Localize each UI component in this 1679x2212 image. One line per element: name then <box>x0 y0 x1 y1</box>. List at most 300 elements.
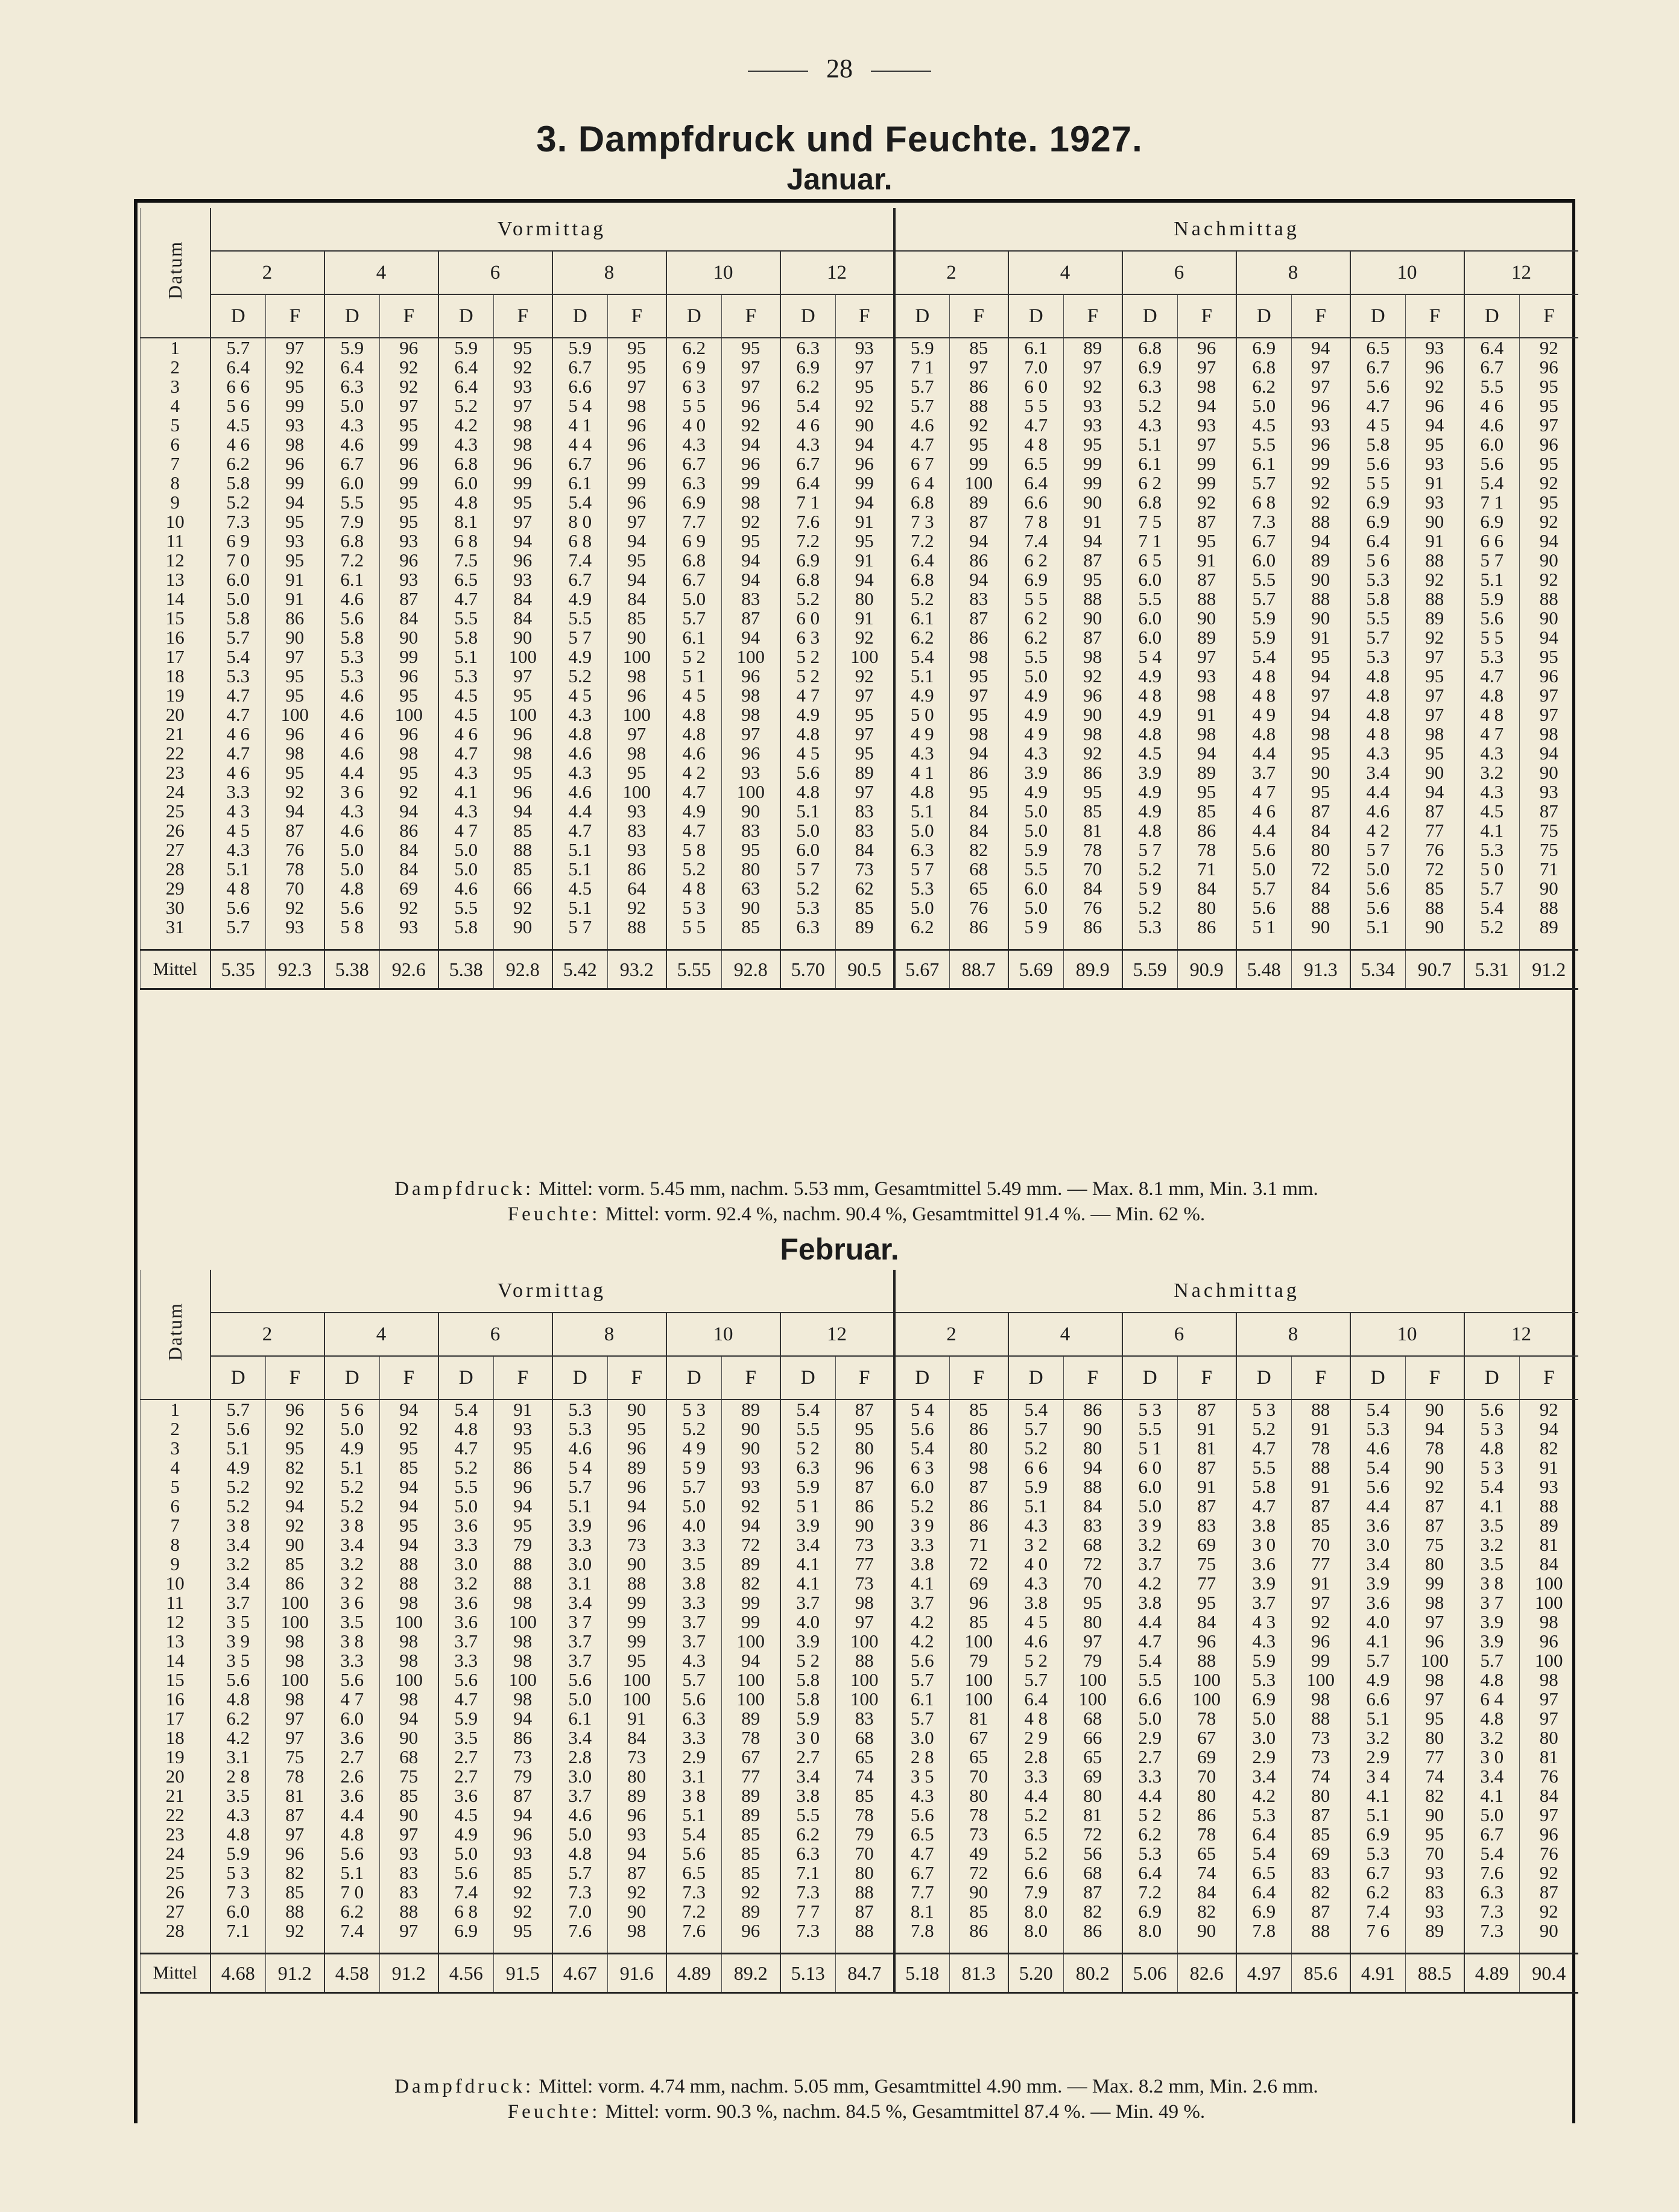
value-cell: 7 7 <box>780 1902 836 1921</box>
value-cell: 5.4 <box>666 1825 722 1844</box>
value-cell: 98 <box>608 744 666 763</box>
value-cell: 99 <box>1292 1651 1350 1670</box>
mittel-value: 85.6 <box>1292 1954 1350 1993</box>
value-cell: 93 <box>1406 1863 1464 1883</box>
value-cell: 5.1 <box>1350 1709 1406 1728</box>
day-cell: 25 <box>141 802 210 821</box>
value-cell: 98 <box>266 1651 324 1670</box>
value-cell: 4 5 <box>780 744 836 763</box>
value-cell: 6.2 <box>1122 1825 1178 1844</box>
value-cell: 3.8 <box>894 1554 950 1574</box>
value-cell: 4 8 <box>1122 686 1178 705</box>
value-cell: 7.4 <box>1350 1902 1406 1921</box>
value-cell: 89 <box>722 1805 780 1825</box>
value-cell: 91 <box>1292 628 1350 647</box>
table-row <box>141 724 1578 744</box>
feuchte-col-header: F <box>722 1356 780 1399</box>
value-cell: 5.1 <box>1464 570 1520 589</box>
value-cell: 80 <box>950 1439 1008 1458</box>
value-cell: 67 <box>1178 1728 1236 1748</box>
value-cell: 7 5 <box>1122 512 1178 531</box>
value-cell: 4.0 <box>780 1612 836 1632</box>
value-cell: 87 <box>1406 1497 1464 1516</box>
day-cell: 11 <box>141 531 210 551</box>
value-cell: 3.8 <box>1008 1593 1064 1612</box>
value-cell: 100 <box>608 647 666 667</box>
value-cell: 94 <box>494 802 552 821</box>
value-cell: 90 <box>1520 551 1578 570</box>
value-cell: 84 <box>950 821 1008 840</box>
value-cell: 5.7 <box>1236 879 1292 898</box>
value-cell: 97 <box>494 396 552 416</box>
value-cell: 3.0 <box>552 1554 608 1574</box>
value-cell: 90 <box>1292 763 1350 782</box>
table-row <box>141 1805 1578 1825</box>
value-cell: 6.9 <box>1008 570 1064 589</box>
day-cell: 21 <box>141 1786 210 1805</box>
value-cell: 5.3 <box>1464 647 1520 667</box>
value-cell: 5.3 <box>1236 1670 1292 1690</box>
value-cell: 94 <box>608 1844 666 1863</box>
value-cell: 92 <box>266 1419 324 1439</box>
table-row <box>141 821 1578 840</box>
value-cell: 6.2 <box>1350 1883 1406 1902</box>
value-cell: 6.9 <box>1122 358 1178 377</box>
value-cell: 6 4 <box>894 474 950 493</box>
value-cell: 7.8 <box>1236 1921 1292 1941</box>
value-cell: 4.8 <box>324 879 380 898</box>
table-row <box>141 338 1578 358</box>
value-cell: 4 2 <box>666 763 722 782</box>
value-cell: 6.0 <box>210 570 266 589</box>
value-cell: 99 <box>608 1612 666 1632</box>
value-cell: 7 6 <box>1350 1921 1406 1941</box>
value-cell: 81 <box>1520 1748 1578 1767</box>
value-cell: 86 <box>950 1516 1008 1535</box>
value-cell: 90 <box>266 628 324 647</box>
value-cell: 4.7 <box>210 686 266 705</box>
day-cell: 25 <box>141 1863 210 1883</box>
value-cell: 100 <box>722 1632 780 1651</box>
value-cell: 82 <box>1292 1883 1350 1902</box>
value-cell: 6 7 <box>894 454 950 474</box>
value-cell: 5 0 <box>894 705 950 724</box>
feuchte-col-header: F <box>836 294 894 338</box>
value-cell: 5.0 <box>438 860 494 879</box>
value-cell: 86 <box>380 821 438 840</box>
value-cell: 6.0 <box>1122 609 1178 628</box>
value-cell: 5.2 <box>666 1419 722 1439</box>
value-cell: 64 <box>608 879 666 898</box>
dampfdruck-col-header: D <box>438 1356 494 1399</box>
value-cell: 6 6 <box>1464 531 1520 551</box>
value-cell: 5.0 <box>324 840 380 860</box>
value-cell: 89 <box>836 763 894 782</box>
value-cell: 90 <box>608 1902 666 1921</box>
value-cell: 5.9 <box>1008 1477 1064 1497</box>
mittel-value: 4.58 <box>324 1954 380 1993</box>
value-cell: 67 <box>722 1748 780 1767</box>
value-cell: 5.1 <box>666 1805 722 1825</box>
value-cell: 65 <box>950 879 1008 898</box>
feuchte-col-header: F <box>722 294 780 338</box>
value-cell: 65 <box>836 1748 894 1767</box>
value-cell: 90 <box>608 628 666 647</box>
value-cell: 94 <box>380 1477 438 1497</box>
value-cell: 5.0 <box>894 898 950 917</box>
value-cell: 3.7 <box>1236 1593 1292 1612</box>
value-cell: 85 <box>1064 802 1122 821</box>
value-cell: 82 <box>266 1458 324 1477</box>
value-cell: 89 <box>1292 551 1350 570</box>
value-cell: 85 <box>266 1554 324 1574</box>
value-cell: 5.3 <box>552 1419 608 1439</box>
value-cell: 100 <box>1520 1574 1578 1593</box>
value-cell: 88 <box>1520 589 1578 609</box>
day-cell: 5 <box>141 416 210 435</box>
day-cell: 24 <box>141 1844 210 1863</box>
value-cell: 91 <box>1178 551 1236 570</box>
value-cell: 5 7 <box>552 917 608 937</box>
value-cell: 94 <box>1178 396 1236 416</box>
value-cell: 3.0 <box>1350 1535 1406 1554</box>
value-cell: 94 <box>1064 1458 1122 1477</box>
value-cell: 97 <box>1520 705 1578 724</box>
value-cell: 95 <box>380 512 438 531</box>
value-cell: 6.9 <box>666 493 722 512</box>
value-cell: 5.2 <box>324 1497 380 1516</box>
value-cell: 4.6 <box>552 1439 608 1458</box>
value-cell: 90 <box>380 1805 438 1825</box>
value-cell: 71 <box>1520 860 1578 879</box>
value-cell: 7.0 <box>1008 358 1064 377</box>
value-cell: 3 4 <box>1350 1767 1406 1786</box>
value-cell: 2.9 <box>666 1748 722 1767</box>
value-cell: 98 <box>722 686 780 705</box>
value-cell: 3.0 <box>894 1728 950 1748</box>
value-cell: 94 <box>950 744 1008 763</box>
value-cell: 100 <box>836 1670 894 1690</box>
table-row <box>141 1554 1578 1574</box>
value-cell: 92 <box>722 1883 780 1902</box>
table-row <box>141 1709 1578 1728</box>
feuchte-col-header: F <box>1406 294 1464 338</box>
value-cell: 88 <box>1406 898 1464 917</box>
value-cell: 5.9 <box>438 1709 494 1728</box>
value-cell: 5.3 <box>1350 647 1406 667</box>
value-cell: 2 9 <box>1008 1728 1064 1748</box>
hour-header: 8 <box>552 1313 666 1356</box>
value-cell: 73 <box>836 860 894 879</box>
value-cell: 4.3 <box>210 1805 266 1825</box>
value-cell: 98 <box>950 1458 1008 1477</box>
value-cell: 79 <box>1064 1651 1122 1670</box>
value-cell: 93 <box>266 531 324 551</box>
value-cell: 86 <box>266 1574 324 1593</box>
value-cell: 3.0 <box>552 1767 608 1786</box>
value-cell: 6.4 <box>1122 1863 1178 1883</box>
mittel-value: 5.06 <box>1122 1954 1178 1993</box>
value-cell: 3.4 <box>1350 763 1406 782</box>
hour-header: 8 <box>1236 251 1350 294</box>
value-cell: 73 <box>494 1748 552 1767</box>
value-cell: 94 <box>722 570 780 589</box>
value-cell: 98 <box>722 493 780 512</box>
value-cell: 87 <box>266 821 324 840</box>
value-cell: 87 <box>1178 1458 1236 1477</box>
value-cell: 95 <box>266 551 324 570</box>
value-cell: 93 <box>1292 416 1350 435</box>
value-cell: 70 <box>1292 1535 1350 1554</box>
value-cell: 92 <box>266 782 324 802</box>
value-cell: 96 <box>380 724 438 744</box>
value-cell: 92 <box>1406 1477 1464 1497</box>
hour-header: 2 <box>894 1313 1008 1356</box>
value-cell: 84 <box>494 589 552 609</box>
table-row <box>141 647 1578 667</box>
dampfdruck-col-header: D <box>1236 294 1292 338</box>
value-cell: 6.8 <box>1122 493 1178 512</box>
value-cell: 8.1 <box>438 512 494 531</box>
value-cell: 95 <box>608 763 666 782</box>
value-cell: 7.6 <box>666 1921 722 1941</box>
value-cell: 3.6 <box>438 1612 494 1632</box>
value-cell: 4.0 <box>666 1516 722 1535</box>
value-cell: 5.7 <box>210 338 266 358</box>
value-cell: 4.6 <box>666 744 722 763</box>
value-cell: 85 <box>836 898 894 917</box>
value-cell: 5.4 <box>1464 1844 1520 1863</box>
value-cell: 96 <box>494 782 552 802</box>
page-number: 28 <box>0 53 1679 84</box>
value-cell: 5.6 <box>666 1844 722 1863</box>
value-cell: 3.7 <box>210 1593 266 1612</box>
value-cell: 100 <box>836 1690 894 1709</box>
value-cell: 95 <box>494 763 552 782</box>
value-cell: 49 <box>950 1844 1008 1863</box>
value-cell: 5.4 <box>894 647 950 667</box>
value-cell: 2.7 <box>438 1767 494 1786</box>
value-cell: 77 <box>1406 1748 1464 1767</box>
value-cell: 90 <box>1520 609 1578 628</box>
value-cell: 5 7 <box>1122 840 1178 860</box>
value-cell: 6.9 <box>1350 493 1406 512</box>
value-cell: 93 <box>494 570 552 589</box>
value-cell: 4.1 <box>894 1574 950 1593</box>
value-cell: 85 <box>1178 802 1236 821</box>
value-cell: 5 4 <box>894 1399 950 1419</box>
value-cell: 92 <box>266 358 324 377</box>
value-cell: 100 <box>266 1593 324 1612</box>
value-cell: 5 2 <box>780 647 836 667</box>
value-cell: 95 <box>266 667 324 686</box>
value-cell: 5.7 <box>666 1477 722 1497</box>
value-cell: 5.1 <box>324 1458 380 1477</box>
value-cell: 4.9 <box>324 1439 380 1458</box>
value-cell: 4.7 <box>1464 667 1520 686</box>
value-cell: 3.4 <box>780 1767 836 1786</box>
value-cell: 7.9 <box>324 512 380 531</box>
value-cell: 93 <box>608 802 666 821</box>
value-cell: 4.3 <box>666 1651 722 1670</box>
value-cell: 80 <box>1064 1612 1122 1632</box>
value-cell: 92 <box>608 898 666 917</box>
value-cell: 80 <box>1064 1439 1122 1458</box>
value-cell: 3.2 <box>1122 1535 1178 1554</box>
value-cell: 5.1 <box>894 802 950 821</box>
value-cell: 4.8 <box>1464 1670 1520 1690</box>
value-cell: 83 <box>722 821 780 840</box>
feuchte-col-header: F <box>1406 1356 1464 1399</box>
value-cell: 90 <box>494 628 552 647</box>
value-cell: 6 6 <box>1008 1458 1064 1477</box>
value-cell: 92 <box>1520 474 1578 493</box>
value-cell: 93 <box>1520 782 1578 802</box>
value-cell: 3.7 <box>666 1632 722 1651</box>
value-cell: 5.1 <box>1008 1497 1064 1516</box>
value-cell: 3.2 <box>1464 1728 1520 1748</box>
day-cell: 26 <box>141 1883 210 1902</box>
value-cell: 5 4 <box>552 1458 608 1477</box>
value-cell: 5.6 <box>666 1690 722 1709</box>
value-cell: 4.3 <box>1236 1632 1292 1651</box>
value-cell: 3.3 <box>210 782 266 802</box>
value-cell: 95 <box>836 1419 894 1439</box>
value-cell: 100 <box>722 647 780 667</box>
value-cell: 86 <box>1064 1399 1122 1419</box>
value-cell: 82 <box>1520 1439 1578 1458</box>
value-cell: 93 <box>380 570 438 589</box>
value-cell: 95 <box>836 705 894 724</box>
value-cell: 95 <box>1406 1825 1464 1844</box>
value-cell: 94 <box>722 551 780 570</box>
value-cell: 93 <box>1178 416 1236 435</box>
value-cell: 5.3 <box>324 667 380 686</box>
value-cell: 68 <box>1064 1863 1122 1883</box>
value-cell: 85 <box>494 860 552 879</box>
value-cell: 97 <box>1292 358 1350 377</box>
value-cell: 5.6 <box>1236 840 1292 860</box>
value-cell: 78 <box>1292 1439 1350 1458</box>
value-cell: 4 7 <box>1464 724 1520 744</box>
value-cell: 5.6 <box>894 1805 950 1825</box>
value-cell: 89 <box>1520 1516 1578 1535</box>
value-cell: 87 <box>1178 570 1236 589</box>
value-cell: 74 <box>1178 1863 1236 1883</box>
value-cell: 98 <box>380 1593 438 1612</box>
value-cell: 4.5 <box>1464 802 1520 821</box>
value-cell: 100 <box>1520 1593 1578 1612</box>
value-cell: 5.4 <box>1008 1399 1064 1419</box>
value-cell: 100 <box>494 1670 552 1690</box>
value-cell: 6.5 <box>1236 1863 1292 1883</box>
value-cell: 3.6 <box>1350 1516 1406 1535</box>
value-cell: 5.2 <box>324 1477 380 1497</box>
day-cell: 9 <box>141 493 210 512</box>
value-cell: 5.9 <box>894 338 950 358</box>
value-cell: 84 <box>380 840 438 860</box>
value-cell: 5.2 <box>552 667 608 686</box>
value-cell: 5 4 <box>1122 647 1178 667</box>
value-cell: 84 <box>380 860 438 879</box>
mittel-value: 4.56 <box>438 1954 494 1993</box>
value-cell: 4.6 <box>552 744 608 763</box>
value-cell: 96 <box>266 724 324 744</box>
table-row <box>141 1921 1578 1941</box>
value-cell: 4.8 <box>1350 705 1406 724</box>
mittel-value: 5.38 <box>324 950 380 989</box>
value-cell: 95 <box>722 840 780 860</box>
value-cell: 94 <box>608 531 666 551</box>
value-cell: 99 <box>266 474 324 493</box>
value-cell: 95 <box>1520 647 1578 667</box>
value-cell: 3.7 <box>1236 763 1292 782</box>
value-cell: 4.8 <box>666 724 722 744</box>
value-cell: 7.3 <box>1236 512 1292 531</box>
value-cell: 85 <box>722 1863 780 1883</box>
value-cell: 4.7 <box>1008 416 1064 435</box>
value-cell: 6.2 <box>780 377 836 396</box>
value-cell: 98 <box>266 435 324 454</box>
value-cell: 77 <box>1292 1554 1350 1574</box>
dampfdruck-col-header: D <box>1122 294 1178 338</box>
value-cell: 6.3 <box>666 474 722 493</box>
dampfdruck-col-header: D <box>210 294 266 338</box>
value-cell: 93 <box>494 377 552 396</box>
value-cell: 5 6 <box>210 396 266 416</box>
value-cell: 97 <box>494 667 552 686</box>
value-cell: 63 <box>722 879 780 898</box>
value-cell: 6.6 <box>552 377 608 396</box>
value-cell: 4 9 <box>666 1439 722 1458</box>
value-cell: 6.5 <box>1008 454 1064 474</box>
value-cell: 73 <box>608 1535 666 1554</box>
value-cell: 3.7 <box>552 1786 608 1805</box>
value-cell: 99 <box>1064 454 1122 474</box>
value-cell: 80 <box>608 1767 666 1786</box>
value-cell: 3 6 <box>324 1593 380 1612</box>
februar-table <box>140 1270 1578 1994</box>
value-cell: 94 <box>1292 667 1350 686</box>
vormittag-header: Vormittag <box>210 208 894 251</box>
value-cell: 5 1 <box>780 1497 836 1516</box>
value-cell: 89 <box>836 917 894 937</box>
value-cell: 3.4 <box>210 1535 266 1554</box>
day-cell: 24 <box>141 782 210 802</box>
value-cell: 5.6 <box>324 1670 380 1690</box>
value-cell: 8.0 <box>1122 1921 1178 1941</box>
value-cell: 6.7 <box>1464 1825 1520 1844</box>
value-cell: 5.2 <box>438 396 494 416</box>
value-cell: 100 <box>722 1670 780 1690</box>
value-cell: 6 6 <box>210 377 266 396</box>
value-cell: 100 <box>722 1690 780 1709</box>
value-cell: 3.3 <box>1122 1767 1178 1786</box>
value-cell: 4.8 <box>1122 821 1178 840</box>
value-cell: 90 <box>1520 879 1578 898</box>
value-cell: 5.0 <box>1008 898 1064 917</box>
value-cell: 4.6 <box>1008 1632 1064 1651</box>
table-row <box>141 860 1578 879</box>
value-cell: 98 <box>494 435 552 454</box>
value-cell: 5 7 <box>894 860 950 879</box>
value-cell: 96 <box>950 1593 1008 1612</box>
value-cell: 88 <box>1064 589 1122 609</box>
value-cell: 6.2 <box>666 338 722 358</box>
value-cell: 93 <box>266 917 324 937</box>
value-cell: 3 5 <box>894 1767 950 1786</box>
value-cell: 92 <box>1292 474 1350 493</box>
